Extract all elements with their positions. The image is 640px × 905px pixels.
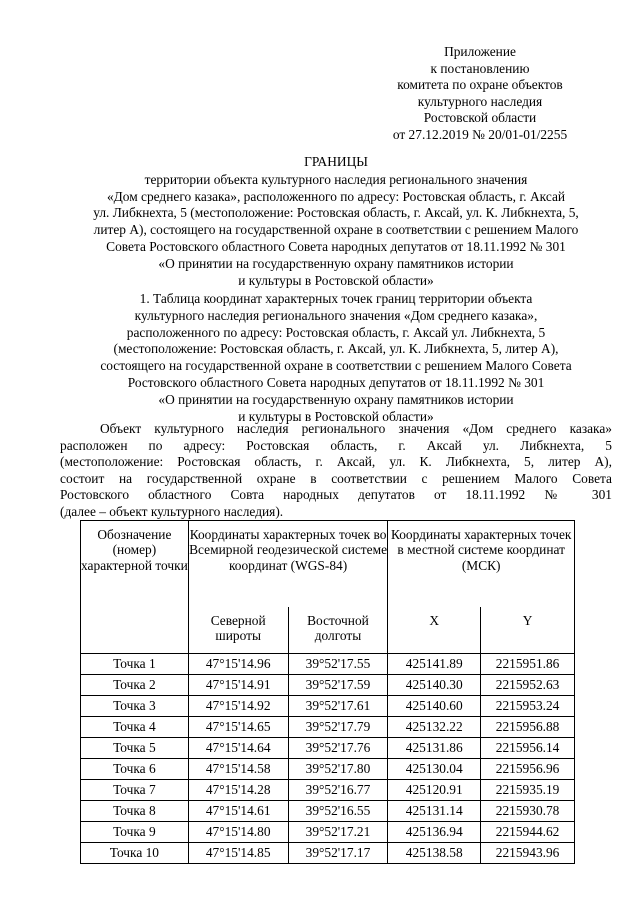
point-x: 425131.14: [388, 801, 481, 822]
title-line: ул. Либкнехта, 5 (местоположение: Ростовская область, г. Аксай, ул. К. Либкнехта, 5,: [93, 205, 579, 221]
point-north: 47°15'14.92: [188, 696, 288, 717]
paragraph-line: Объект культурного наследия регионального значения «Дом среднего казака»: [100, 421, 612, 436]
point-name: Точка 3: [81, 696, 189, 717]
point-y: 2215930.78: [481, 801, 575, 822]
section-line: «О принятии на государственную охрану памятников истории: [158, 391, 514, 407]
paragraph-line: (далее – объект культурного наследия).: [60, 503, 284, 519]
point-x: 425141.89: [388, 654, 481, 675]
table-row: [81, 780, 575, 801]
header-y: Y: [481, 607, 575, 654]
point-east: 39°52'17.21: [288, 822, 388, 843]
point-east: 39°52'16.77: [288, 780, 388, 801]
point-name: Точка 7: [81, 780, 189, 801]
section-line: Ростовского областного Совета народных депутатов от 18.11.1992 № 301: [127, 374, 545, 390]
description-paragraph: [60, 421, 612, 521]
title-line: литер А), состоящего на государственной охране в соответствии с решением Малого: [93, 222, 579, 238]
point-east: 39°52'17.17: [288, 843, 388, 864]
appendix-line: комитета по охране объектов: [397, 77, 563, 93]
paragraph-line: расположен по адресу: Ростовская область, г. Аксай ул. Либкнехта, 5: [60, 437, 612, 453]
table-row: [81, 738, 575, 759]
paragraph-line: Ростовского областного Совта народных депутатов от 18.11.1992 № 301: [60, 487, 612, 503]
point-y: 2215951.86: [481, 654, 575, 675]
point-y: 2215952.63: [481, 675, 575, 696]
table-row: [81, 801, 575, 822]
section-line: состоящего на государственной охране в соответствии с решением Малого Совета: [100, 358, 572, 374]
point-x: 425130.04: [388, 759, 481, 780]
coordinates-table: [80, 520, 575, 864]
point-y: 2215953.24: [481, 696, 575, 717]
appendix-line: культурного наследия: [417, 93, 543, 109]
appendix-line: Приложение: [444, 44, 516, 59]
section-line: (местоположение: Ростовская область, г. Аксай, ул. К. Либкнехта, 5, литер А),: [113, 341, 559, 357]
appendix-line: от 27.12.2019 № 20/01-01/2255: [392, 126, 568, 142]
point-name: Точка 4: [81, 717, 189, 738]
title-heading: ГРАНИЦЫ: [304, 154, 368, 169]
point-north: 47°15'14.80: [188, 822, 288, 843]
point-y: 2215935.19: [481, 780, 575, 801]
section-line: расположенного по адресу: Ростовская область, г. Аксай ул. Либкнехта, 5: [126, 324, 546, 340]
point-name: Точка 6: [81, 759, 189, 780]
point-east: 39°52'17.61: [288, 696, 388, 717]
point-name: Точка 1: [81, 654, 189, 675]
section-line: и культуры в Ростовской области»: [238, 408, 434, 424]
title-line: «О принятии на государственную охрану памятников истории: [158, 255, 514, 271]
point-x: 425140.30: [388, 675, 481, 696]
appendix-header: [360, 44, 600, 144]
point-y: 2215943.96: [481, 843, 575, 864]
point-north: 47°15'14.64: [188, 738, 288, 759]
table-row: [81, 822, 575, 843]
paragraph-line: состоит на государственной охране в соответствии с решением Малого Совета: [60, 470, 612, 486]
point-east: 39°52'17.76: [288, 738, 388, 759]
header-east: Восточной долготы: [288, 607, 388, 654]
title-line: Совета Ростовского областного Совета народных депутатов от 18.11.1992 № 301: [106, 238, 566, 254]
section-line: 1. Таблица координат характерных точек границ территории объекта: [139, 291, 533, 306]
table-row: [81, 717, 575, 738]
point-y: 2215956.96: [481, 759, 575, 780]
header-designation: Обозначение (номер) характерной точки: [81, 521, 189, 608]
point-name: Точка 5: [81, 738, 189, 759]
point-name: Точка 9: [81, 822, 189, 843]
point-north: 47°15'14.58: [188, 759, 288, 780]
point-east: 39°52'17.59: [288, 675, 388, 696]
header-designation-empty: [81, 607, 189, 654]
point-x: 425140.60: [388, 696, 481, 717]
point-x: 425132.22: [388, 717, 481, 738]
table-row: [81, 675, 575, 696]
title-line: и культуры в Ростовской области»: [238, 272, 434, 288]
point-north: 47°15'14.28: [188, 780, 288, 801]
point-x: 425120.91: [388, 780, 481, 801]
header-north: Северной широты: [188, 607, 288, 654]
section-1-heading: [58, 291, 614, 425]
point-y: 2215956.14: [481, 738, 575, 759]
point-x: 425138.58: [388, 843, 481, 864]
point-north: 47°15'14.85: [188, 843, 288, 864]
title-line: «Дом среднего казака», расположенного по адресу: Ростовская область, г. Аксай: [106, 188, 566, 204]
point-y: 2215956.88: [481, 717, 575, 738]
point-east: 39°52'16.55: [288, 801, 388, 822]
point-x: 425131.86: [388, 738, 481, 759]
table-row: [81, 696, 575, 717]
point-north: 47°15'14.96: [188, 654, 288, 675]
point-name: Точка 10: [81, 843, 189, 864]
point-north: 47°15'14.61: [188, 801, 288, 822]
point-east: 39°52'17.80: [288, 759, 388, 780]
point-east: 39°52'17.79: [288, 717, 388, 738]
paragraph-line: (местоположение: Ростовская область, г. Аксай, ул. К. Либкнехта, 5, литер А),: [60, 454, 612, 470]
appendix-line: Ростовской области: [423, 110, 537, 126]
section-line: культурного наследия регионального значения «Дом среднего казака»,: [134, 307, 538, 323]
title-line: территории объекта культурного наследия регионального значения: [144, 171, 528, 187]
point-y: 2215944.62: [481, 822, 575, 843]
point-east: 39°52'17.55: [288, 654, 388, 675]
table-row: [81, 654, 575, 675]
appendix-line: к постановлению: [430, 60, 530, 76]
point-name: Точка 8: [81, 801, 189, 822]
header-msk: Координаты характерных точек в местной системе координат (МСК): [388, 521, 575, 608]
point-x: 425136.94: [388, 822, 481, 843]
point-north: 47°15'14.91: [188, 675, 288, 696]
point-name: Точка 2: [81, 675, 189, 696]
header-x: X: [388, 607, 481, 654]
table-row: [81, 843, 575, 864]
document-title: [58, 154, 614, 289]
point-north: 47°15'14.65: [188, 717, 288, 738]
header-wgs: Координаты характерных точек во Всемирной геодезической системе координат (WGS-84): [188, 521, 388, 608]
table-row: [81, 759, 575, 780]
